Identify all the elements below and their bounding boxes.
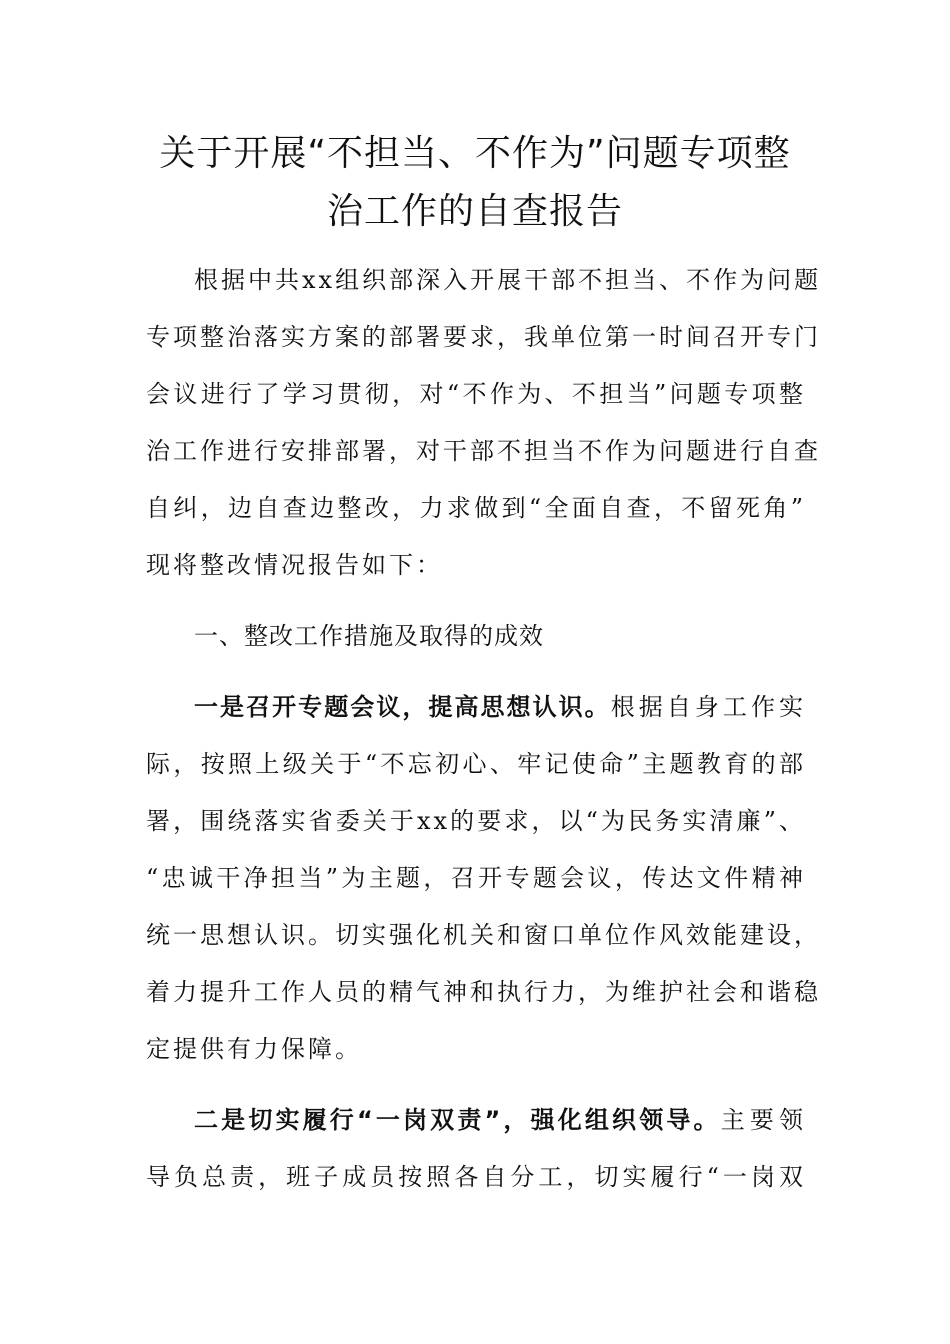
item1-first-line <box>194 687 806 727</box>
section-heading-1: 一、整改工作措施及取得的成效 <box>194 622 544 650</box>
item2-line-2: 导负总责，班子成员按照各自分工，切实履行“一岗双 <box>146 1163 806 1191</box>
intro-line-4: 治工作进行安排部署，对干部不担当不作为问题进行自查 <box>146 437 821 465</box>
item2-lead: 二是切实履行“一岗双责”，强化组织领导。 <box>194 1106 721 1134</box>
item1-line-3: 署，围绕落实省委关于xx的要求，以“为民务实清廉”、 <box>146 807 806 835</box>
intro-line-2: 专项整治落实方案的部署要求，我单位第一时间召开专门 <box>146 323 821 351</box>
item1-lead: 一是召开专题会议，提高思想认识。 <box>194 693 611 721</box>
item1-line-4: “忠诚干净担当”为主题，召开专题会议，传达文件精神 <box>146 864 806 892</box>
item2-first-rest: 主要领 <box>720 1106 807 1134</box>
intro-line-6: 现将整改情况报告如下： <box>146 551 443 579</box>
item1-first-rest: 根据自身工作实 <box>610 693 807 721</box>
intro-line-1: 根据中共xx组织部深入开展干部不担当、不作为问题 <box>194 266 822 294</box>
document-title-line-2: 治工作的自查报告 <box>326 191 623 232</box>
item1-line-6: 着力提升工作人员的精气神和执行力，为维护社会和谐稳 <box>146 978 821 1006</box>
item1-line-5: 统一思想认识。切实强化机关和窗口单位作风效能建设， <box>146 921 821 949</box>
item1-line-2: 际，按照上级关于“不忘初心、牢记使命”主题教育的部 <box>146 750 806 778</box>
item1-line-7: 定提供有力保障。 <box>146 1035 362 1063</box>
document-title-line-1: 关于开展“不担当、不作为”问题专项整 <box>159 133 791 174</box>
intro-line-3: 会议进行了学习贯彻，对“不作为、不担当”问题专项整 <box>146 380 806 408</box>
intro-line-5: 自纠，边自查边整改，力求做到“全面自查，不留死角” <box>146 494 806 522</box>
item2-first-line <box>194 1100 806 1140</box>
